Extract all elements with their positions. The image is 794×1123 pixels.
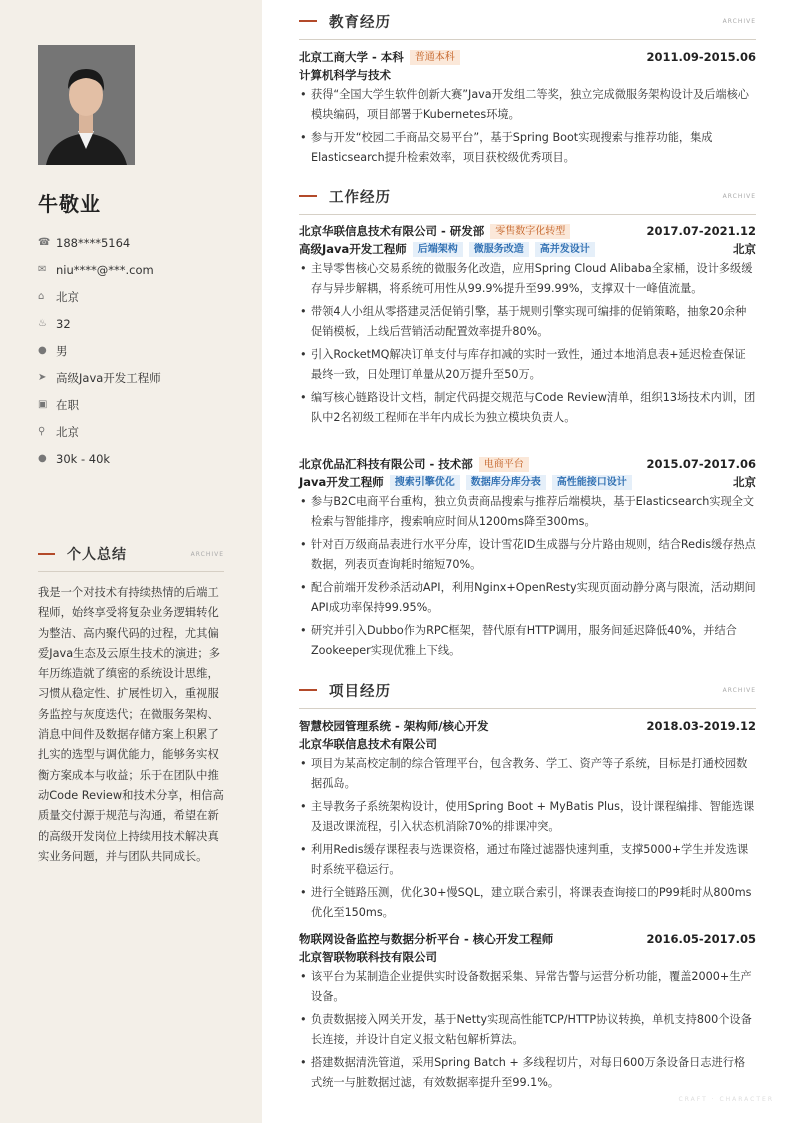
project-bullets bbox=[299, 754, 756, 923]
list-item: • 该平台为某制造企业提供实时设备数据采集、异常告警与运营分析功能，覆盖2000+生产设备。 bbox=[299, 967, 756, 1007]
email-value: niu****@***.com bbox=[56, 262, 154, 277]
job-entry bbox=[299, 222, 756, 431]
heading-accent-bar bbox=[38, 553, 55, 555]
job-date: 2015.07-2017.06 bbox=[646, 457, 756, 471]
list-item: • 获得“全国大学生软件创新大赛”Java开发组二等奖，独立完成微服务架构设计及后端核心模块编码，项目部署于Kubernetes环境。 bbox=[299, 85, 756, 125]
list-item: • 搭建数据清洗管道，采用Spring Batch + 多线程切片，对每日600万条设备日志进行格式统一与脏数据过滤，有效数据率提升至99.1%。 bbox=[299, 1053, 756, 1093]
phone-icon: ☎ bbox=[38, 237, 51, 248]
education-title: 教育经历 bbox=[329, 14, 391, 31]
summary-archive-label: ARCHIVE bbox=[190, 550, 224, 558]
education-entry bbox=[299, 48, 756, 171]
project-org-row bbox=[299, 735, 756, 753]
summary-divider bbox=[38, 571, 224, 572]
education-archive-label: ARCHIVE bbox=[722, 17, 756, 25]
job-city: 北京 bbox=[733, 242, 756, 256]
gender-icon: ● bbox=[38, 345, 47, 356]
list-item: • 针对百万级商品表进行水平分库，设计雪花ID生成器与分片路由规则，结合Redis缓存热点数据，列表页查询耗时缩短70%。 bbox=[299, 535, 756, 575]
summary-text: 我是一个对技术有持续热情的后端工程师，始终享受将复杂业务逻辑转化为整洁、高内聚代码的过程，尤其偏爱Java生态及云原生技术的演进；多年历练造就了缜密的系统设计思维，习惯从稳定性、扩展性切入，重视服务监控与灰度迭代；在微服务架构、消息中间件及数据存储方案上积累了扎实的选型与调优能力，能够务实权衡方案成本与收益；乐于在团队中推动Code Review和技术分享，相信高质量交付源于规范与沟通，希望在新的高级开发岗位上持续用技术解决真实业务问题，并与团队共同成长。 bbox=[38, 586, 224, 863]
salary-value: 30k - 40k bbox=[56, 451, 111, 466]
person-name: 牛敬业 bbox=[38, 192, 101, 216]
project-entry bbox=[299, 930, 756, 1096]
summary-title: 个人总结 bbox=[67, 547, 127, 563]
contact-info-list bbox=[38, 229, 248, 472]
skill-badge: 高性能接口设计 bbox=[552, 475, 632, 490]
major-name: 计算机科学与技术 bbox=[299, 68, 391, 82]
list-item: • 编写核心链路设计文档，制定代码提交规范与Code Review清单，组织13场技术内训，团队中2名初级工程师在半年内成长为独立模块负责人。 bbox=[299, 388, 756, 428]
list-item: • 带领4人小组从零搭建灵活促销引擎，基于规则引擎实现可编排的促销策略，抽象20余种促销模板，上线后营销活动配置效率提升80%。 bbox=[299, 302, 756, 342]
education-heading bbox=[299, 11, 756, 31]
skill-badge: 搜索引擎优化 bbox=[390, 475, 460, 490]
job-role-row bbox=[299, 473, 756, 491]
list-item: • 负责数据接入网关开发，基于Netty实现高性能TCP/HTTP协议转换，单机支持800个设备长连接，并设计自定义报文粘包解析算法。 bbox=[299, 1010, 756, 1050]
project-name-row bbox=[299, 717, 756, 735]
education-bullets bbox=[299, 85, 756, 168]
position-value: 高级Java开发工程师 bbox=[56, 370, 161, 385]
industry-badge: 零售数字化转型 bbox=[490, 224, 570, 239]
job-city: 北京 bbox=[733, 475, 756, 489]
job-role-row bbox=[299, 240, 756, 258]
company-name: 北京华联信息技术有限公司 - 研发部 bbox=[299, 224, 485, 238]
city-value: 北京 bbox=[56, 289, 79, 304]
projects-title: 项目经历 bbox=[329, 683, 391, 700]
list-item: • 参与开发“校园二手商品交易平台”，基于Spring Boot实现搜索与推荐功能，集成Elasticsearch提升检索效率，项目获校级优秀项目。 bbox=[299, 128, 756, 168]
job-bullets bbox=[299, 259, 756, 428]
project-name: 物联网设备监控与数据分析平台 - 核心开发工程师 bbox=[299, 932, 554, 946]
list-item: • 进行全链路压测，优化30+慢SQL，建立联合索引，将课表查询接口的P99耗时从800ms优化至150ms。 bbox=[299, 883, 756, 923]
status-value: 在职 bbox=[56, 397, 79, 412]
home-icon: ⌂ bbox=[38, 291, 45, 302]
company-name: 北京优品汇科技有限公司 - 技术部 bbox=[299, 457, 473, 471]
location-value: 北京 bbox=[56, 424, 79, 439]
projects-archive-label: ARCHIVE bbox=[722, 686, 756, 694]
work-divider bbox=[299, 214, 756, 215]
info-gender bbox=[38, 337, 248, 364]
mail-icon: ✉ bbox=[38, 264, 47, 275]
info-location bbox=[38, 418, 248, 445]
job-role: Java开发工程师 bbox=[299, 475, 384, 489]
sidebar bbox=[0, 0, 262, 1123]
skill-badge: 后端架构 bbox=[413, 242, 463, 257]
info-salary bbox=[38, 445, 248, 472]
job-bullets bbox=[299, 492, 756, 661]
job-company-row bbox=[299, 455, 756, 473]
projects-divider bbox=[299, 708, 756, 709]
age-value: 32 bbox=[56, 316, 71, 331]
job-role: 高级Java开发工程师 bbox=[299, 242, 407, 256]
project-entry bbox=[299, 717, 756, 926]
skill-badge: 高并发设计 bbox=[535, 242, 595, 257]
summary-heading bbox=[38, 544, 224, 564]
school-name: 北京工商大学 - 本科 bbox=[299, 50, 404, 64]
project-org-row bbox=[299, 948, 756, 966]
list-item: • 配合前端开发秒杀活动API，利用Nginx+OpenResty实现页面动静分离与限流，活动期间API成功率保持99.95%。 bbox=[299, 578, 756, 618]
project-name-row bbox=[299, 930, 756, 948]
education-date: 2011.09-2015.06 bbox=[646, 50, 756, 64]
phone-value: 188****5164 bbox=[56, 235, 131, 250]
job-date: 2017.07-2021.12 bbox=[646, 224, 756, 238]
info-status bbox=[38, 391, 248, 418]
project-date: 2016.05-2017.05 bbox=[646, 932, 756, 946]
work-archive-label: ARCHIVE bbox=[722, 192, 756, 200]
list-item: • 主导教务子系统架构设计，使用Spring Boot + MyBatis Plus，设计课程编排、智能选课及退改课流程，引入状态机消除70%的排课冲突。 bbox=[299, 797, 756, 837]
list-item: • 主导零售核心交易系统的微服务化改造，应用Spring Cloud Alibaba全家桶，设计多级缓存与异步解耦，将系统可用性从99.9%提升至99.99%，支撑双十一峰值流量。 bbox=[299, 259, 756, 299]
project-date: 2018.03-2019.12 bbox=[646, 719, 756, 733]
industry-badge: 电商平台 bbox=[479, 457, 529, 472]
list-item: • 参与B2C电商平台重构，独立负责商品搜索与推荐后端模块，基于Elasticsearch实现全文检索与智能排序，搜索响应时间从1200ms降至300ms。 bbox=[299, 492, 756, 532]
skill-badge: 数据库分库分表 bbox=[466, 475, 546, 490]
heading-accent-bar bbox=[299, 689, 317, 691]
info-age bbox=[38, 310, 248, 337]
info-position bbox=[38, 364, 248, 391]
project-org: 北京智联物联科技有限公司 bbox=[299, 950, 437, 964]
location-icon: ⚲ bbox=[38, 426, 46, 437]
job-company-row bbox=[299, 222, 756, 240]
list-item: • 项目为某高校定制的综合管理平台，包含教务、学工、资产等子系统，目标是打通校园数据孤岛。 bbox=[299, 754, 756, 794]
cake-icon: ♨ bbox=[38, 318, 47, 329]
project-name: 智慧校园管理系统 - 架构师/核心开发 bbox=[299, 719, 489, 733]
heading-accent-bar bbox=[299, 195, 317, 197]
info-email bbox=[38, 256, 248, 283]
avatar-icon bbox=[38, 45, 135, 165]
education-major-row bbox=[299, 66, 756, 84]
degree-type-badge: 普通本科 bbox=[410, 50, 460, 65]
info-city bbox=[38, 283, 248, 310]
profile-photo bbox=[38, 45, 135, 165]
job-entry bbox=[299, 455, 756, 664]
projects-heading bbox=[299, 680, 756, 700]
briefcase-icon: ▣ bbox=[38, 399, 48, 410]
info-phone bbox=[38, 229, 248, 256]
education-divider bbox=[299, 39, 756, 40]
heading-accent-bar bbox=[299, 20, 317, 22]
project-org: 北京华联信息技术有限公司 bbox=[299, 737, 437, 751]
send-icon: ➤ bbox=[38, 372, 47, 383]
list-item: • 引入RocketMQ解决订单支付与库存扣减的实时一致性，通过本地消息表+延迟检查保证最终一致，日处理订单量从20万提升至50万。 bbox=[299, 345, 756, 385]
footer-watermark: CRAFT · CHARACTER bbox=[678, 1096, 774, 1103]
work-heading bbox=[299, 186, 756, 206]
education-school-row bbox=[299, 48, 756, 66]
salary-icon: ● bbox=[38, 453, 47, 464]
work-title: 工作经历 bbox=[329, 189, 391, 206]
project-bullets bbox=[299, 967, 756, 1093]
skill-badge: 微服务改造 bbox=[469, 242, 529, 257]
gender-value: 男 bbox=[56, 343, 68, 358]
list-item: • 利用Redis缓存课程表与选课资格，通过布隆过滤器快速判重，支撑5000+学生并发选课时系统平稳运行。 bbox=[299, 840, 756, 880]
list-item: • 研究并引入Dubbo作为RPC框架，替代原有HTTP调用，服务间延迟降低40%，并结合Zookeeper实现优雅上下线。 bbox=[299, 621, 756, 661]
